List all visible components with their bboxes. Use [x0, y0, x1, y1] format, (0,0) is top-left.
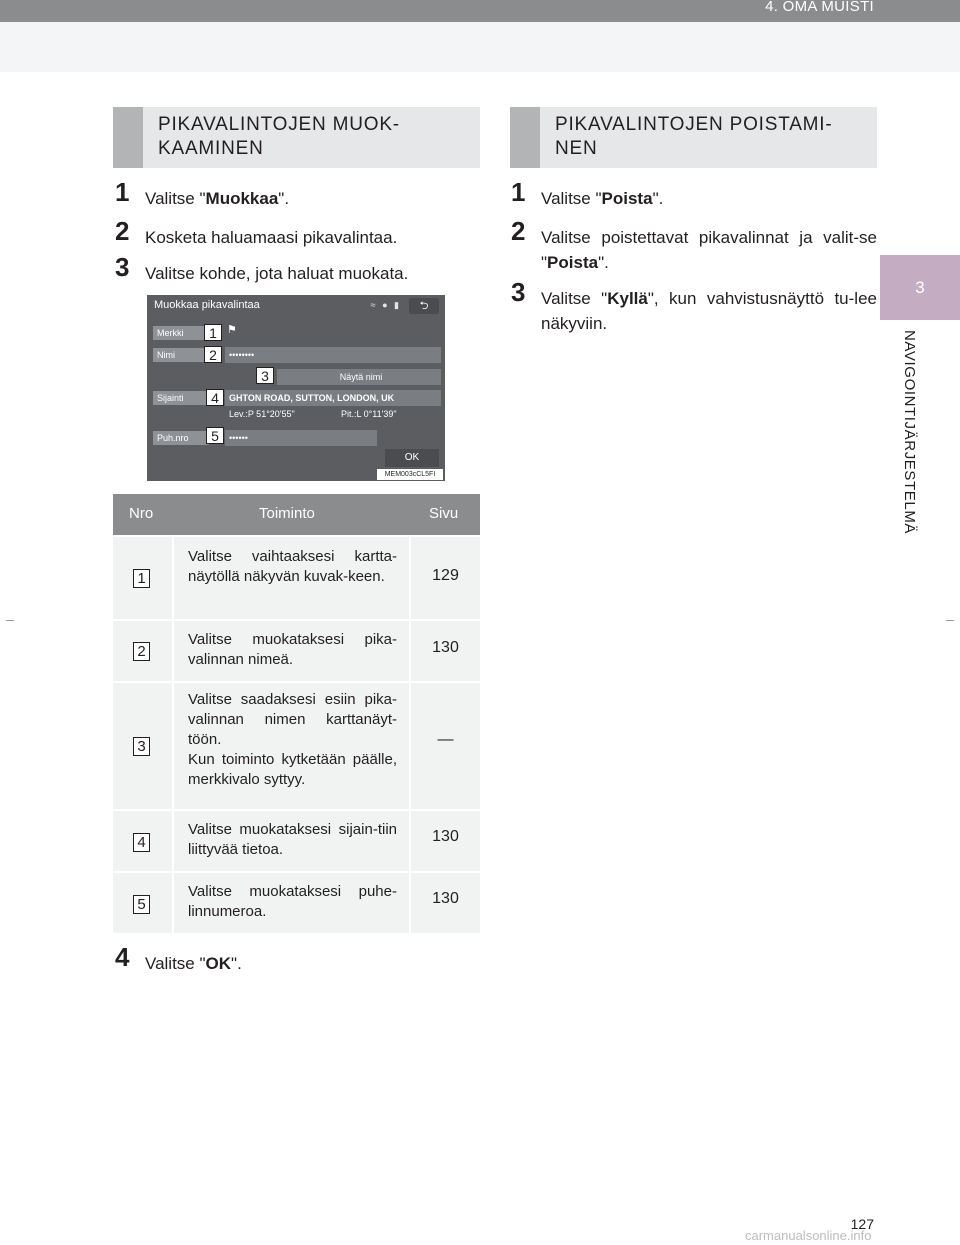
row-function: Valitse saadaksesi esiin pika-valinnan nimen karttanäyt-töön. Kun toiminto kytketään päälle, merkkivalo syttyy.	[174, 683, 411, 809]
phone-field[interactable]: ••••••	[225, 430, 377, 446]
label-mark: Merkki	[153, 326, 209, 340]
col-header-no: Nro	[129, 505, 154, 522]
screen-illustration	[147, 295, 445, 481]
running-head: 4. OMA MUISTI	[765, 0, 874, 15]
step-number: 1	[511, 177, 526, 207]
step-text: Valitse "	[541, 189, 602, 208]
callout-1: 1	[204, 324, 222, 341]
row-page: 130	[432, 828, 459, 845]
status-icons: ≈ ● ▮	[370, 300, 401, 310]
address-field[interactable]: GHTON ROAD, SUTTON, LONDON, UK	[225, 390, 441, 406]
table-row	[113, 681, 480, 809]
step-text: Valitse "	[145, 189, 206, 208]
longitude: Pit.:L 0°11'39"	[341, 409, 397, 419]
step-keyword: Poista	[601, 189, 653, 208]
mark-pin-icon: ⚑	[227, 324, 237, 336]
step-text: ".	[598, 253, 609, 272]
screen-title: Muokkaa pikavalintaa	[154, 299, 260, 311]
chapter-title-text: NAVIGOINTIJÄRJESTELMÄ	[901, 330, 918, 535]
step-number: 2	[115, 216, 130, 246]
heading-bar	[113, 107, 143, 168]
label-name: Nimi	[153, 348, 209, 362]
heading-bar	[510, 107, 540, 168]
section-heading-edit	[113, 107, 480, 168]
row-function: Valitse vaihtaaksesi kartta-näytöllä näkyvän kuvak-keen.	[174, 537, 411, 619]
table-row	[113, 809, 480, 871]
step-number: 4	[115, 942, 130, 972]
heading-text: PIKAVALINTOJEN MUOK- KAAMINEN	[158, 114, 400, 159]
callout-2: 2	[204, 346, 222, 363]
step-keyword: Muokkaa	[205, 189, 279, 208]
top-band	[0, 22, 960, 72]
back-button[interactable]: ⮌	[409, 298, 439, 314]
row-function: Valitse muokataksesi pika-valinnan nimeä.	[174, 621, 411, 681]
ok-button[interactable]: OK	[385, 449, 439, 467]
function-table	[113, 494, 480, 933]
page-number: 127	[850, 1216, 874, 1232]
crop-mark	[6, 620, 14, 621]
table-row	[113, 535, 480, 619]
row-function: Valitse muokataksesi sijain-tiin liittyvää tietoa.	[174, 811, 411, 871]
step-text: Valitse poistettavat pikavalinnat ja valit-se "	[541, 228, 877, 272]
callout-5: 5	[206, 427, 224, 444]
row-number: 1	[133, 569, 150, 588]
table-row	[113, 871, 480, 933]
table-header	[113, 494, 480, 535]
step-text: ".	[652, 189, 664, 208]
label-phone: Puh.nro	[153, 431, 209, 445]
figure-code: MEM003cCL5FI	[377, 469, 443, 480]
table-row	[113, 619, 480, 681]
row-number: 2	[133, 642, 150, 661]
row-page: 129	[432, 567, 459, 584]
step-number: 2	[511, 216, 526, 246]
section-heading-delete	[510, 107, 877, 168]
step-text: Valitse kohde, jota haluat muokata.	[145, 264, 409, 283]
step-text: ".	[231, 954, 242, 973]
crop-mark	[946, 620, 954, 621]
watermark: carmanualsonline.info	[745, 1228, 872, 1243]
row-number: 4	[133, 833, 150, 852]
step-number: 3	[115, 252, 130, 282]
show-name-toggle[interactable]: Näytä nimi	[277, 369, 441, 385]
chapter-tab: 3	[880, 255, 960, 320]
top-bar	[0, 0, 960, 22]
col-header-page: Sivu	[429, 505, 459, 522]
step-text: Valitse "	[145, 954, 206, 973]
label-location: Sijainti	[153, 391, 209, 405]
col-header-function: Toiminto	[259, 505, 315, 522]
row-function: Valitse muokataksesi puhe-linnumeroa.	[174, 873, 411, 933]
step-text: Kosketa haluamaasi pikavalintaa.	[145, 228, 398, 247]
chapter-title	[898, 330, 920, 570]
step-text: ", kun vahvistusnäyttö tu-lee näkyviin.	[541, 289, 877, 333]
step-number: 1	[115, 177, 130, 207]
callout-3: 3	[256, 367, 274, 384]
row-page: —	[437, 731, 454, 748]
latitude: Lev.:P 51°20'55"	[229, 409, 295, 419]
row-number: 3	[133, 737, 150, 756]
row-page: 130	[432, 639, 459, 656]
row-page: 130	[432, 890, 459, 907]
heading-text: PIKAVALINTOJEN POISTAMI- NEN	[555, 114, 833, 159]
step-keyword: Kyllä	[607, 289, 648, 308]
name-field[interactable]: ••••••••	[225, 347, 441, 363]
callout-4: 4	[206, 389, 224, 406]
row-number: 5	[133, 895, 150, 914]
step-text: ".	[278, 189, 290, 208]
step-text: Valitse "	[541, 289, 608, 308]
step-keyword: OK	[205, 954, 232, 973]
step-keyword: Poista	[547, 253, 599, 272]
step-number: 3	[511, 277, 526, 307]
